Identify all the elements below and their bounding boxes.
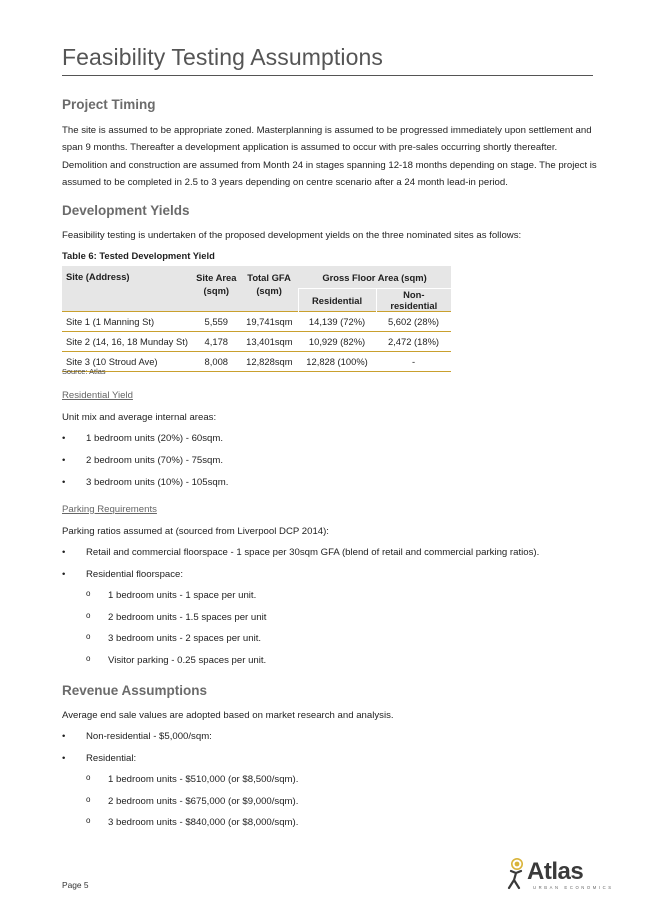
col-gfa-group-header: Gross Floor Area (sqm) (298, 266, 451, 289)
table-row (62, 312, 451, 332)
sub-list-item-text: 2 bedroom units - 1.5 spaces per unit (108, 612, 267, 623)
parking-requirements-heading: Parking Requirements (62, 504, 157, 515)
sub-list-item-text: 2 bedroom units - $675,000 (or $9,000/sqm). (108, 796, 299, 807)
cell-total-gfa: 12,828sqm (241, 352, 298, 372)
table-source: Source: Atlas (62, 367, 106, 376)
bullet-icon: • (62, 455, 66, 466)
list-item-text: Residential floorspace: (86, 569, 184, 580)
bullet-icon: • (62, 731, 66, 742)
development-yield-table (62, 266, 451, 372)
cell-site-area: 5,559 (192, 312, 241, 332)
development-yields-heading: Development Yields (62, 203, 190, 218)
table-caption: Table 6: Tested Development Yield (62, 250, 215, 261)
list-item-text: 1 bedroom units (20%) - 60sqm. (86, 433, 224, 444)
sub-bullet-icon: o (86, 795, 91, 804)
sub-bullet-icon: o (86, 589, 91, 598)
list-item-text: 2 bedroom units (70%) - 75sqm. (86, 455, 224, 466)
revenue-assumptions-heading: Revenue Assumptions (62, 683, 208, 698)
project-timing-heading: Project Timing (62, 97, 156, 112)
sub-list-item-text: 3 bedroom units - $840,000 (or $8,000/sqm). (108, 817, 299, 828)
bullet-icon: • (62, 569, 66, 580)
cell-residential: 10,929 (82%) (298, 332, 376, 352)
table-row (62, 332, 451, 352)
parking-intro: Parking ratios assumed at (sourced from Liverpool DCP 2014): (62, 526, 329, 537)
list-item-text: Residential: (86, 753, 137, 764)
col-site-header: Site (Address) (62, 266, 192, 312)
timing-paragraph-1: The site is assumed to be appropriate zoned. Masterplanning is assumed to be progressed immediately upon settlement and span 9 months. Thereafter a development application is assumed to occur with pre-sales occurring shortly thereafter. (62, 125, 592, 153)
cell-total-gfa: 13,401sqm (241, 332, 298, 352)
page-number: Page 5 (62, 880, 89, 890)
list-item-text: 3 bedroom units (10%) - 105sqm. (86, 477, 229, 488)
sub-list-item-text: 1 bedroom units - 1 space per unit. (108, 590, 257, 601)
logo-wordmark: Atlas (527, 858, 584, 885)
logo-tagline: URBAN ECONOMICS (533, 885, 614, 890)
cell-residential: 14,139 (72%) (298, 312, 376, 332)
residential-yield-heading: Residential Yield (62, 390, 133, 401)
bullet-icon: • (62, 547, 66, 558)
table-row (62, 352, 451, 372)
residential-yield-intro: Unit mix and average internal areas: (62, 412, 217, 423)
cell-non-residential: 2,472 (18%) (376, 332, 451, 352)
sub-bullet-icon: o (86, 654, 91, 663)
list-item-text: Retail and commercial floorspace - 1 space per 30sqm GFA (blend of retail and commercial parking ratios). (86, 547, 540, 558)
bullet-icon: • (62, 477, 66, 488)
revenue-intro: Average end sale values are adopted based on market research and analysis. (62, 710, 394, 721)
sub-list-item-text: Visitor parking - 0.25 spaces per unit. (108, 655, 267, 666)
cell-site: Site 3 (10 Stroud Ave) (62, 352, 192, 372)
col-residential-header: Residential (298, 289, 376, 312)
timing-paragraph-2: Demolition and construction are assumed from Month 24 in stages spanning 12-18 months depending on stage. The project is assumed to be completed in 2.5 to 3 years depending on centre scenario after a 24 month lead-in period. (62, 160, 597, 188)
cell-residential: 12,828 (100%) (298, 352, 376, 372)
cell-total-gfa: 19,741sqm (241, 312, 298, 332)
yields-intro: Feasibility testing is undertaken of the proposed development yields on the three nominated sites as follows: (62, 230, 522, 241)
col-site-area-header: Site Area (sqm) (192, 266, 241, 312)
cell-site-area: 8,008 (192, 352, 241, 372)
sub-bullet-icon: o (86, 632, 91, 641)
sub-bullet-icon: o (86, 611, 91, 620)
cell-non-residential: 5,602 (28%) (376, 312, 451, 332)
cell-site: Site 2 (14, 16, 18 Munday St) (62, 332, 192, 352)
list-item-text: Non-residential - $5,000/sqm: (86, 731, 212, 742)
sub-bullet-icon: o (86, 816, 91, 825)
cell-site: Site 1 (1 Manning St) (62, 312, 192, 332)
col-total-gfa-header: Total GFA (sqm) (241, 266, 298, 312)
sub-list-item-text: 3 bedroom units - 2 spaces per unit. (108, 633, 262, 644)
bullet-icon: • (62, 753, 66, 764)
sub-list-item-text: 1 bedroom units - $510,000 (or $8,500/sqm). (108, 774, 299, 785)
cell-non-residential: - (376, 352, 451, 372)
sub-bullet-icon: o (86, 773, 91, 782)
cell-site-area: 4,178 (192, 332, 241, 352)
col-non-residential-header: Non-residential (376, 289, 451, 312)
page-title: Feasibility Testing Assumptions (62, 44, 383, 70)
title-divider (62, 75, 593, 76)
bullet-icon: • (62, 433, 66, 444)
